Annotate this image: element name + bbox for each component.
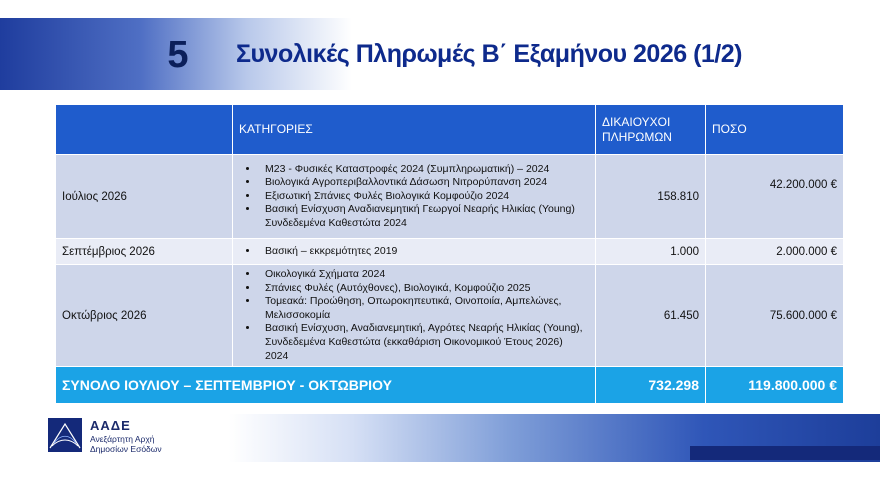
row-beneficiaries: 158.810: [596, 155, 706, 239]
category-item: • Βασική Ενίσχυση, Αναδιανεμητική, Αγρότες Νεαρής Ηλικίας (Young), Συνδεδεμένα Καθεστώτα (εκκαθάριση Οικονομικού Έτους 2026) 2024: [259, 322, 589, 363]
row-period: Σεπτέμβριος 2026: [56, 239, 233, 265]
logo-name: ΑΑΔΕ: [90, 418, 131, 433]
total-label: ΣΥΝΟΛΟ ΙΟΥΛΙΟΥ – ΣΕΠΤΕΜΒΡΙΟΥ - ΟΚΤΩΒΡΙΟΥ: [56, 367, 596, 404]
payments-table: [55, 104, 844, 404]
row-amount: 42.200.000 €: [706, 155, 844, 239]
row-amount: 2.000.000 €: [706, 239, 844, 265]
table-row: [56, 265, 844, 367]
header-amount: ΠΟΣΟ: [706, 105, 844, 155]
row-amount: 75.600.000 €: [706, 265, 844, 367]
total-row: [56, 367, 844, 404]
row-categories: [233, 155, 596, 239]
category-item: • Οικολογικά Σχήματα 2024: [259, 268, 589, 282]
category-item: • Σπάνιες Φυλές (Αυτόχθονες), Βιολογικά, Κομφούζιο 2025: [259, 282, 589, 296]
logo-subtitle-line2: Δημοσίων Εσόδων: [90, 444, 162, 454]
row-beneficiaries: 61.450: [596, 265, 706, 367]
logo-subtitle: [90, 434, 162, 454]
category-list: [239, 242, 589, 262]
footer-strip: [690, 446, 880, 460]
row-categories: [233, 239, 596, 265]
category-item: • Εξισωτική Σπάνιες Φυλές Βιολογικά Κομφούζιο 2024: [259, 190, 589, 204]
category-item: • Τομεακά: Προώθηση, Οπωροκηπευτικά, Οινοποιία, Αμπελώνες, Μελισσοκομία: [259, 295, 589, 322]
category-list: [239, 160, 589, 234]
logo-subtitle-line1: Ανεξάρτητη Αρχή: [90, 434, 155, 444]
row-categories: [233, 265, 596, 367]
table-row: [56, 239, 844, 265]
table-header-row: [56, 105, 844, 155]
row-beneficiaries: 1.000: [596, 239, 706, 265]
row-period: Ιούλιος 2026: [56, 155, 233, 239]
total-beneficiaries: 732.298: [596, 367, 706, 404]
category-item: • Βασική Ενίσχυση Αναδιανεμητική Γεωργοί Νεαρής Ηλικίας (Young) Συνδεδεμένα Καθεστώτα 2024: [259, 203, 589, 230]
slide-title: Συνολικές Πληρωμές Β΄ Εξαμήνου 2026 (1/2): [236, 40, 742, 68]
aade-logo-icon: [48, 418, 82, 452]
aade-logo: [48, 418, 218, 458]
row-period: Οκτώβριος 2026: [56, 265, 233, 367]
header-beneficiaries: ΔΙΚΑΙΟΥΧΟΙ ΠΛΗΡΩΜΩΝ: [596, 105, 706, 155]
header-categories: ΚΑΤΗΓΟΡΙΕΣ: [233, 105, 596, 155]
total-amount: 119.800.000 €: [706, 367, 844, 404]
header-period: [56, 105, 233, 155]
category-item: • Βιολογικά Αγροπεριβαλλοντικά Δάσωση Νιτρορύπανση 2024: [259, 176, 589, 190]
slide-number: 5: [167, 34, 189, 76]
category-list: [239, 265, 589, 366]
category-item: • Βασική – εκκρεμότητες 2019: [259, 245, 589, 259]
category-item: • Μ23 - Φυσικές Καταστροφές 2024 (Συμπληρωματική) – 2024: [259, 163, 589, 177]
table-row: [56, 155, 844, 239]
